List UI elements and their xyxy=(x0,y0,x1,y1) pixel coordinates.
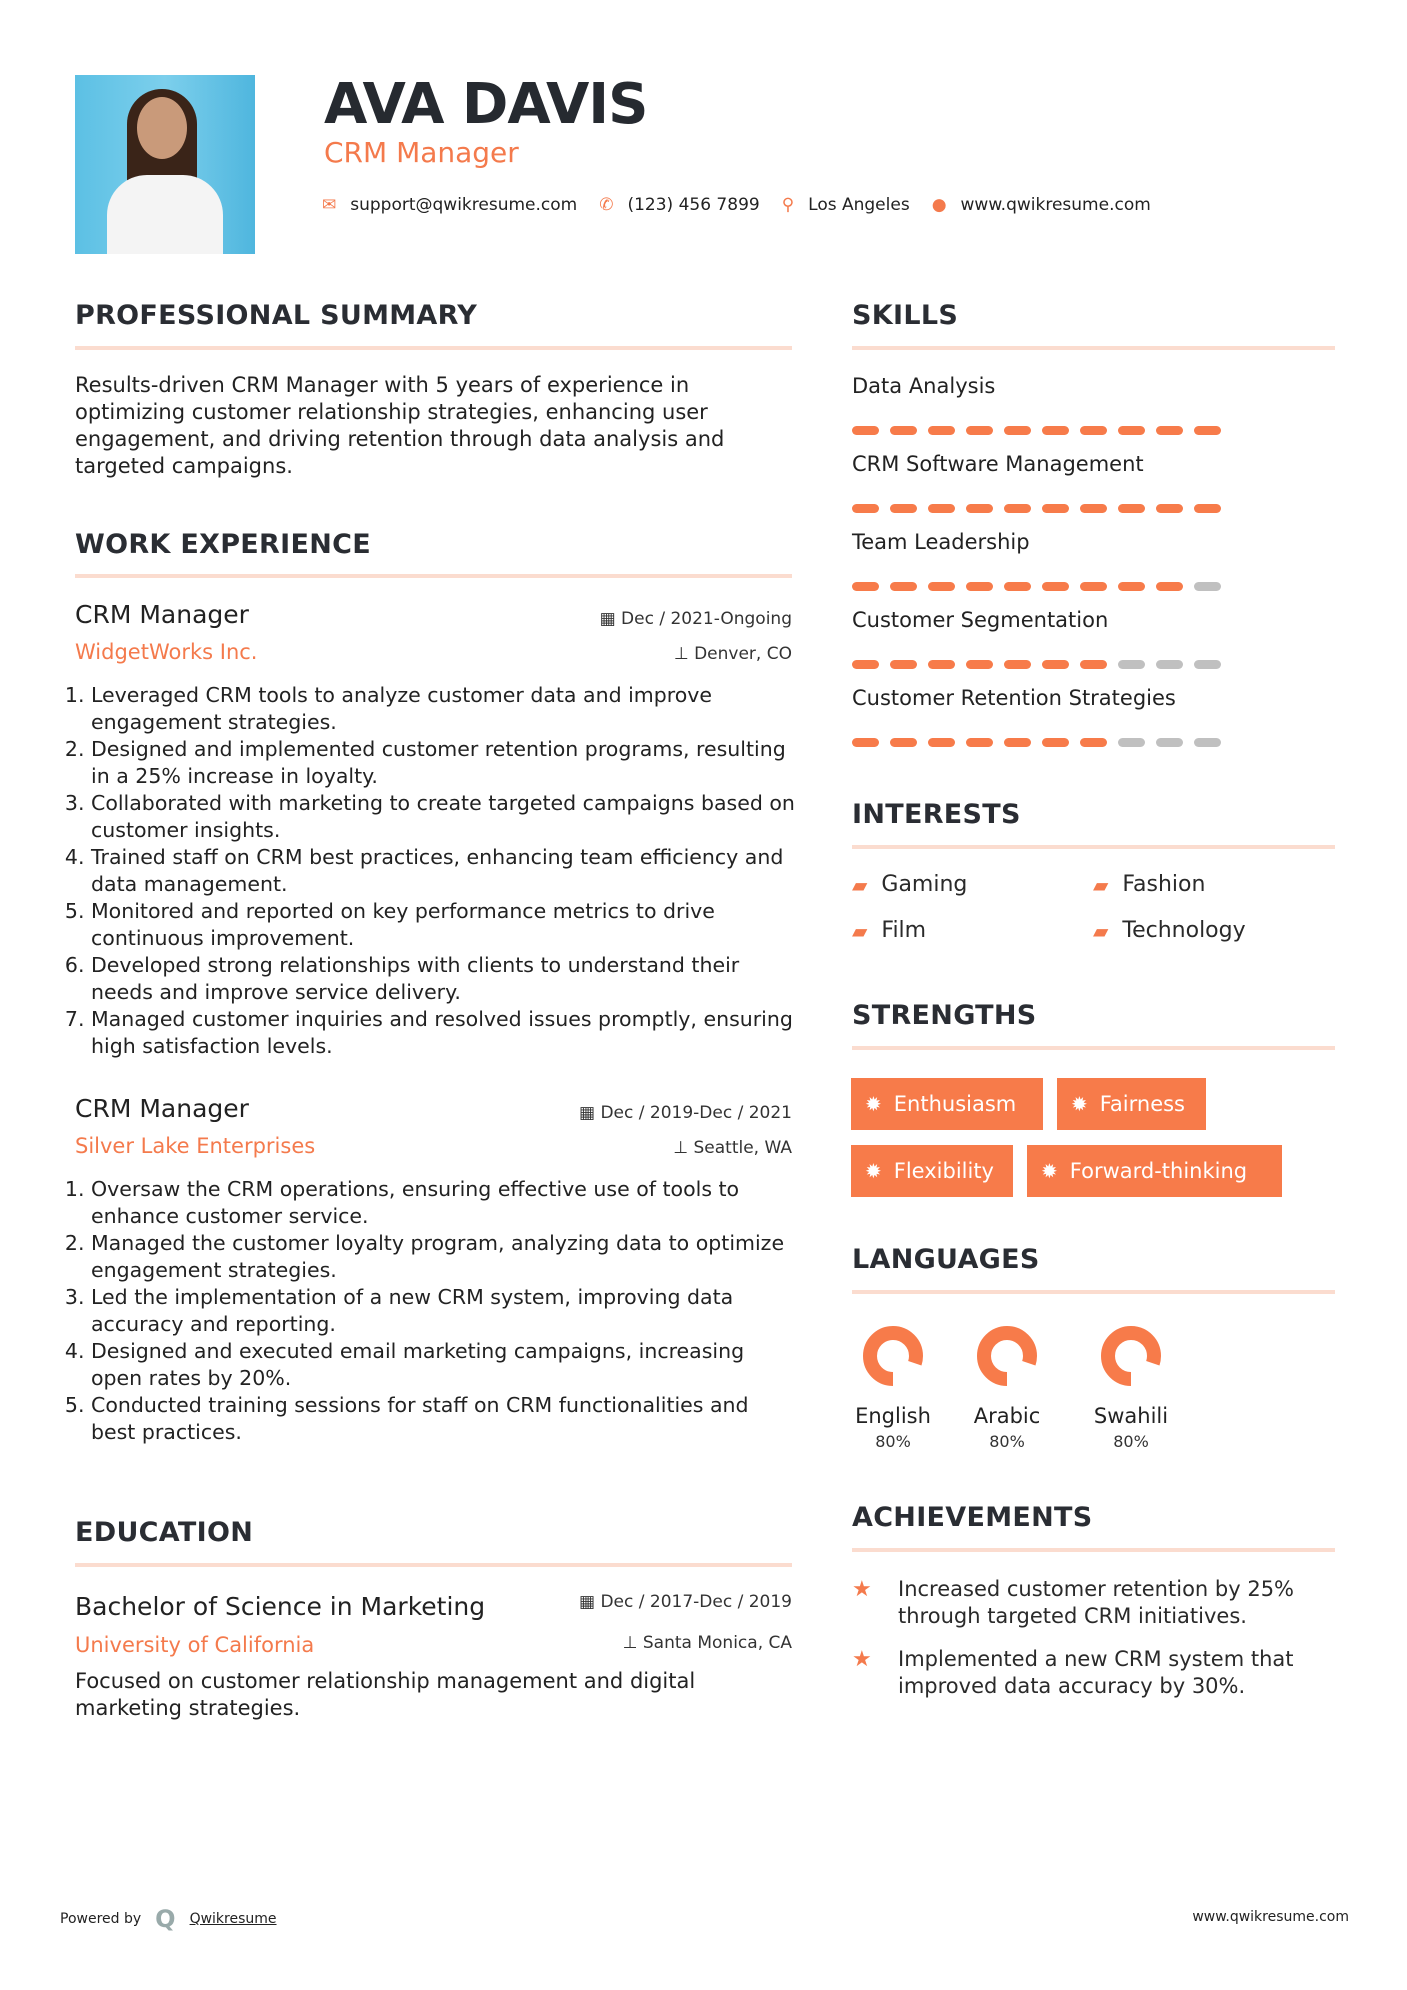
skill-dash xyxy=(1118,660,1145,669)
calendar-icon: ▦ xyxy=(599,609,622,629)
divider xyxy=(75,1563,792,1567)
education-heading: EDUCATION xyxy=(75,1517,254,1548)
skill-dash xyxy=(890,582,917,591)
pin-icon: ⊥ xyxy=(673,644,695,664)
skill-dash xyxy=(890,426,917,435)
language-item xyxy=(952,1318,1062,1451)
location: Los Angeles xyxy=(808,195,910,215)
skill-dash xyxy=(966,504,993,513)
skill-dash xyxy=(1118,504,1145,513)
book-icon: ▰ xyxy=(1093,872,1109,897)
divider xyxy=(75,346,792,350)
language-arc xyxy=(1108,1333,1154,1379)
skill-dash xyxy=(1118,738,1145,747)
badge-icon: ✹ xyxy=(1041,1159,1058,1183)
strength-tag: ✹ Flexibility xyxy=(851,1145,1013,1197)
duty-item: 7. Managed customer inquiries and resolved issues promptly, ensuring high satisfaction levels. xyxy=(91,1006,795,1060)
candidate-title: CRM Manager xyxy=(324,136,519,169)
book-icon: ▰ xyxy=(852,872,868,897)
badge-icon: ✹ xyxy=(865,1159,882,1183)
globe-icon: ● xyxy=(931,195,947,215)
phone: (123) 456 7899 xyxy=(627,195,760,215)
job-title: CRM Manager xyxy=(75,600,249,629)
candidate-name: AVA DAVIS xyxy=(324,72,648,137)
skill-dash xyxy=(966,660,993,669)
skill-dash xyxy=(852,426,879,435)
skill-dash xyxy=(1004,426,1031,435)
language-arc xyxy=(984,1333,1030,1379)
badge-icon: ✹ xyxy=(1071,1092,1088,1116)
language-item xyxy=(838,1318,948,1451)
qwikresume-logo-icon: Q xyxy=(155,1905,176,1933)
achievements-heading: ACHIEVEMENTS xyxy=(852,1502,1093,1533)
job-duties xyxy=(73,682,795,1060)
education-text: Focused on customer relationship management and digital marketing strategies. xyxy=(75,1669,696,1720)
skill-label: Customer Segmentation xyxy=(852,608,1109,632)
badge-icon: ✹ xyxy=(865,1092,882,1116)
skill-dash xyxy=(890,660,917,669)
duty-item: 2. Managed the customer loyalty program, analyzing data to optimize engagement strategies. xyxy=(91,1230,795,1284)
job-location: ⊥ Seattle, WA xyxy=(673,1138,792,1158)
skill-bar xyxy=(852,426,1221,435)
calendar-icon: ▦ xyxy=(579,1592,601,1612)
interest-item: ▰ Fashion xyxy=(1093,872,1206,897)
skill-dash xyxy=(1118,582,1145,591)
skills-heading: SKILLS xyxy=(852,300,959,331)
skill-dash xyxy=(966,738,993,747)
contact-row xyxy=(322,195,1173,215)
interest-item: ▰ Gaming xyxy=(852,872,968,897)
experience-heading: WORK EXPERIENCE xyxy=(75,529,371,560)
duty-item: 5. Monitored and reported on key performance metrics to drive continuous improvement. xyxy=(91,898,795,952)
skill-dash xyxy=(852,738,879,747)
language-percent: 80% xyxy=(989,1432,1025,1451)
skill-dash xyxy=(1118,426,1145,435)
achievement-item: ★ Implemented a new CRM system that improved data accuracy by 30%. xyxy=(852,1647,1294,1698)
skill-dash xyxy=(966,582,993,591)
skill-dash xyxy=(852,504,879,513)
job-location: ⊥ Denver, CO xyxy=(673,644,792,664)
interest-item: ▰ Film xyxy=(852,918,927,943)
strength-tag: ✹ Fairness xyxy=(1057,1078,1206,1130)
skill-dash xyxy=(1080,426,1107,435)
skill-bar xyxy=(852,660,1221,669)
book-icon: ▰ xyxy=(852,918,868,943)
skill-dash xyxy=(852,660,879,669)
phone-icon: ✆ xyxy=(599,195,614,215)
pin-icon: ⊥ xyxy=(622,1633,643,1653)
location-pin-icon: ⚲ xyxy=(781,195,795,215)
email-icon: ✉ xyxy=(322,195,337,215)
email[interactable]: support@qwikresume.com xyxy=(350,195,578,215)
company: Silver Lake Enterprises xyxy=(75,1134,316,1158)
divider xyxy=(852,1046,1335,1050)
skill-dash xyxy=(1156,426,1183,435)
skill-bar xyxy=(852,738,1221,747)
job-title: CRM Manager xyxy=(75,1094,249,1123)
duty-item: 5. Conducted training sessions for staff on CRM functionalities and best practices. xyxy=(91,1392,795,1446)
interest-item: ▰ Technology xyxy=(1093,918,1246,943)
language-name: Swahili xyxy=(1093,1404,1169,1428)
language-ring xyxy=(855,1318,931,1394)
strength-tag: ✹ Enthusiasm xyxy=(851,1078,1043,1130)
skill-dash xyxy=(928,426,955,435)
duty-item: 6. Developed strong relationships with clients to understand their needs and improve service delivery. xyxy=(91,952,795,1006)
profile-photo xyxy=(75,75,255,254)
divider xyxy=(852,346,1335,350)
duty-item: 3. Led the implementation of a new CRM system, improving data accuracy and reporting. xyxy=(91,1284,795,1338)
qwikresume-link[interactable]: Qwikresume xyxy=(189,1911,277,1927)
skill-dash xyxy=(1042,660,1069,669)
skill-dash xyxy=(1156,660,1183,669)
skill-dash xyxy=(1042,504,1069,513)
skill-dash xyxy=(1042,582,1069,591)
summary-heading: PROFESSIONAL SUMMARY xyxy=(75,300,478,331)
skill-dash xyxy=(1004,504,1031,513)
skill-bar xyxy=(852,582,1221,591)
language-item xyxy=(1076,1318,1186,1451)
job-duties xyxy=(73,1176,795,1446)
skill-dash xyxy=(928,504,955,513)
skill-dash xyxy=(852,582,879,591)
skill-dash xyxy=(966,426,993,435)
summary-text: Results-driven CRM Manager with 5 years of experience in optimizing customer relationship strategies, enhancing user engagement, and driving retention through data analysis and targeted campaigns. xyxy=(75,373,725,478)
skill-dash xyxy=(890,504,917,513)
language-percent: 80% xyxy=(1113,1432,1149,1451)
skill-label: CRM Software Management xyxy=(852,452,1144,476)
education-location: ⊥ Santa Monica, CA xyxy=(622,1633,792,1653)
skill-dash xyxy=(1004,582,1031,591)
strengths-heading: STRENGTHS xyxy=(852,1000,1037,1031)
divider xyxy=(852,845,1335,849)
skill-label: Data Analysis xyxy=(852,374,996,398)
footer-url[interactable]: www.qwikresume.com xyxy=(1192,1909,1349,1925)
duty-item: 3. Collaborated with marketing to create targeted campaigns based on customer insights. xyxy=(91,790,795,844)
skill-dash xyxy=(1004,738,1031,747)
duty-item: 4. Designed and executed email marketing campaigns, increasing open rates by 20%. xyxy=(91,1338,795,1392)
skill-dash xyxy=(928,660,955,669)
duty-item: 1. Oversaw the CRM operations, ensuring effective use of tools to enhance customer service. xyxy=(91,1176,795,1230)
skill-dash xyxy=(1156,582,1183,591)
skill-bar xyxy=(852,504,1221,513)
pin-icon: ⊥ xyxy=(673,1138,694,1158)
language-arc xyxy=(870,1333,916,1379)
skill-dash xyxy=(1194,738,1221,747)
school: University of California xyxy=(75,1633,315,1657)
skill-dash xyxy=(1194,426,1221,435)
website[interactable]: www.qwikresume.com xyxy=(960,195,1151,215)
skill-label: Customer Retention Strategies xyxy=(852,686,1176,710)
skill-dash xyxy=(1194,504,1221,513)
skill-dash xyxy=(1156,738,1183,747)
skill-dash xyxy=(1080,582,1107,591)
star-icon: ★ xyxy=(852,1647,872,1672)
book-icon: ▰ xyxy=(1093,918,1109,943)
duty-item: 2. Designed and implemented customer retention programs, resulting in a 25% increase in loyalty. xyxy=(91,736,795,790)
calendar-icon: ▦ xyxy=(579,1103,601,1123)
divider xyxy=(852,1290,1335,1294)
skill-dash xyxy=(1194,660,1221,669)
duty-item: 1. Leveraged CRM tools to analyze customer data and improve engagement strategies. xyxy=(91,682,795,736)
duty-item: 4. Trained staff on CRM best practices, enhancing team efficiency and data management. xyxy=(91,844,795,898)
footer-powered: Powered by Q Qwikresume xyxy=(60,1905,277,1933)
skill-dash xyxy=(1080,660,1107,669)
skill-dash xyxy=(1042,426,1069,435)
interests-heading: INTERESTS xyxy=(852,799,1021,830)
skill-dash xyxy=(1004,660,1031,669)
language-ring xyxy=(1093,1318,1169,1394)
language-name: English xyxy=(855,1404,931,1428)
strength-tag: ✹ Forward-thinking xyxy=(1027,1145,1282,1197)
skill-dash xyxy=(890,738,917,747)
skill-dash xyxy=(1080,738,1107,747)
divider xyxy=(75,574,792,578)
language-percent: 80% xyxy=(875,1432,911,1451)
skill-label: Team Leadership xyxy=(852,530,1030,554)
achievement-item: ★ Increased customer retention by 25% through targeted CRM initiatives. xyxy=(852,1577,1295,1628)
skill-dash xyxy=(1194,582,1221,591)
star-icon: ★ xyxy=(852,1577,872,1602)
skill-dash xyxy=(1080,504,1107,513)
skill-dash xyxy=(928,738,955,747)
company: WidgetWorks Inc. xyxy=(75,640,258,664)
education-dates: ▦ Dec / 2017-Dec / 2019 xyxy=(579,1592,792,1612)
degree: Bachelor of Science in Marketing xyxy=(75,1592,486,1621)
job-dates: ▦ Dec / 2021-Ongoing xyxy=(599,609,792,629)
language-name: Arabic xyxy=(973,1404,1041,1428)
skill-dash xyxy=(1156,504,1183,513)
skill-dash xyxy=(928,582,955,591)
skill-dash xyxy=(1042,738,1069,747)
languages-heading: LANGUAGES xyxy=(852,1244,1040,1275)
language-ring xyxy=(969,1318,1045,1394)
job-dates: ▦ Dec / 2019-Dec / 2021 xyxy=(579,1103,792,1123)
divider xyxy=(852,1548,1335,1552)
